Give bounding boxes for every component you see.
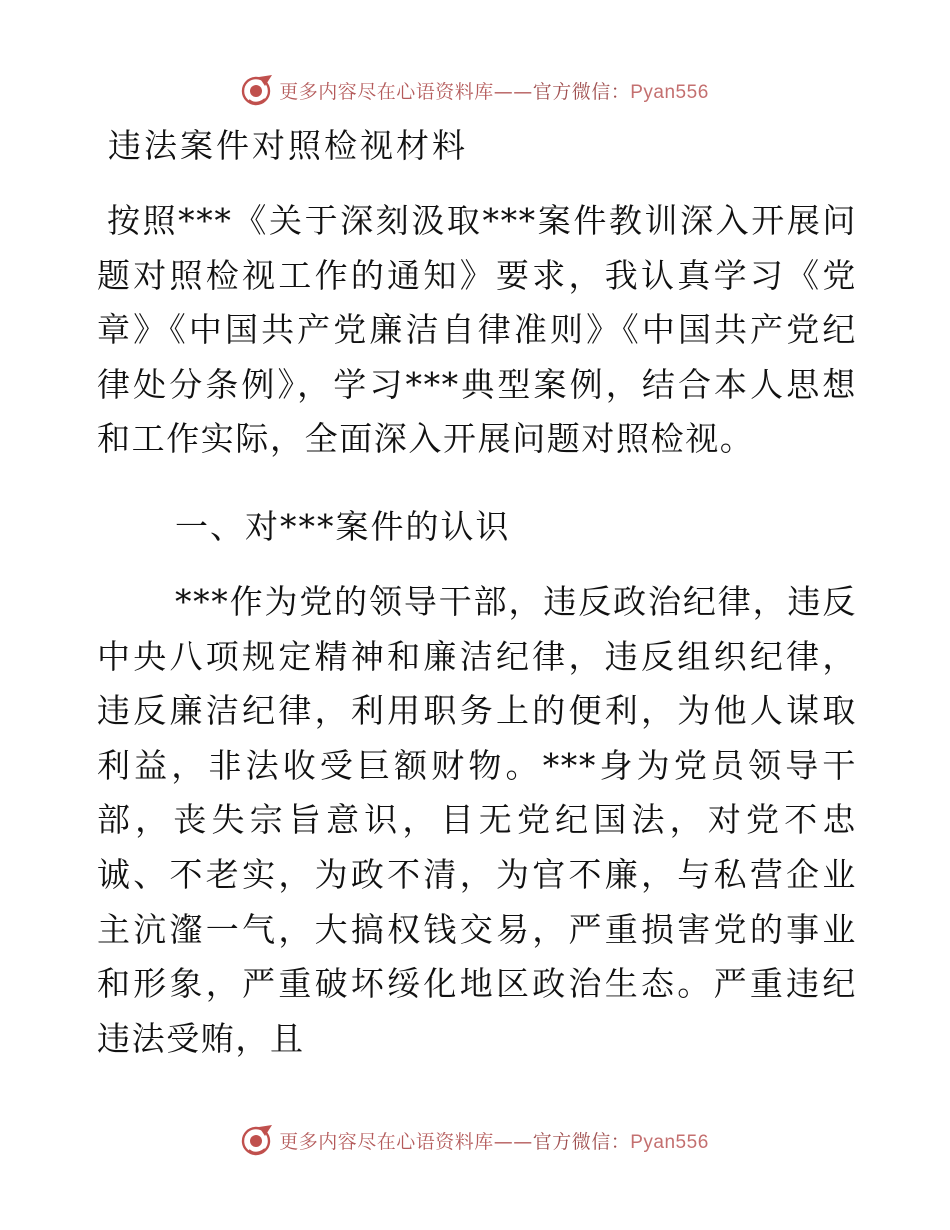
- brand-logo-icon: [241, 73, 275, 107]
- watermark-separator: ——: [493, 80, 533, 103]
- paragraph-intro: 按照***《关于深刻汲取***案件教训深入开展问题对照检视工作的通知》要求，我认真学习《党章》《中国共产党廉洁自律准则》《中国共产党纪律处分条例》，学习***典型案例，结合本人思想和工作实际，全面深入开展问题对照检视。: [97, 201, 857, 459]
- watermark-text: [279, 1127, 709, 1154]
- watermark-promo: 更多内容尽在心语资料库: [279, 1130, 494, 1153]
- paragraph-case-analysis: ***作为党的领导干部，违反政治纪律，违反中央八项规定精神和廉洁纪律，违反组织纪律，违反廉洁纪律，利用职务上的便利，为他人谋取利益，非法收受巨额财物。***身为党员领导干部，丧失宗旨意识，目无党纪国法，对党不忠诚、不老实，为政不清，为官不廉，与私营企业主沆瀣一气，大搞权钱交易，严重损害党的事业和形象，严重破坏绥化地区政治生态。严重违纪违法受贿，且: [97, 582, 857, 1058]
- watermark-wechat-label: 官方微信：: [532, 80, 631, 103]
- document-title: 违法案件对照检视材料: [108, 126, 468, 165]
- watermark-wechat-id: Pyan556: [630, 81, 709, 103]
- watermark-separator: ——: [493, 1130, 533, 1153]
- section-heading-1: 一、对***案件的认识: [175, 507, 511, 546]
- watermark-promo: 更多内容尽在心语资料库: [279, 80, 494, 103]
- watermark-wechat-label: 官方微信：: [532, 1130, 631, 1153]
- brand-logo-icon: [241, 1123, 275, 1157]
- watermark-wechat-id: Pyan556: [630, 1131, 709, 1153]
- watermark-text: [279, 77, 709, 104]
- header-watermark-banner: [0, 72, 950, 108]
- footer-watermark-banner: [0, 1122, 950, 1158]
